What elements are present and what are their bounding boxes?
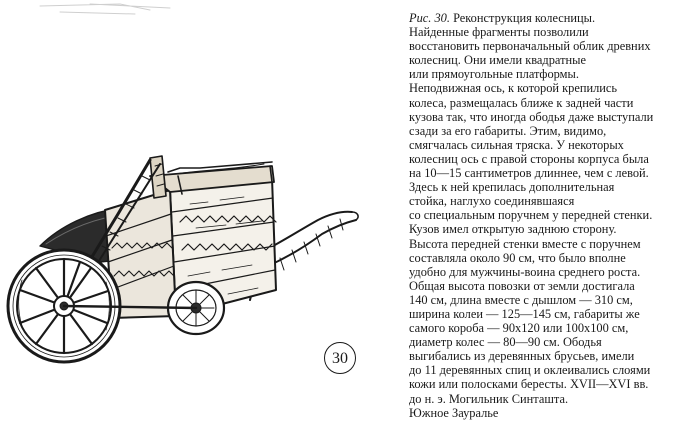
caption-line — [409, 11, 699, 25]
caption-line: колеса, размещалась ближе к задней части — [409, 95, 634, 110]
caption-text: Реконструкция колесницы. — [453, 11, 596, 25]
figure-caption — [409, 11, 699, 420]
caption-line: 140 см, длина вместе с дышлом — 310 см, — [409, 292, 633, 307]
caption-line: диаметр колес — 80—90 см. Ободья — [409, 335, 602, 350]
caption-line: составляла около 90 см, что было вполне — [409, 250, 626, 265]
caption-line: или прямоугольные платформы. — [409, 67, 579, 82]
caption-line: до н. э. Могильник Синташта. — [409, 391, 569, 406]
caption-line: ширина колеи — 125—145 см, габариты же — [409, 306, 640, 321]
figure-label: Рис. 30. — [409, 11, 450, 25]
caption-line: удобно для мужчины-воина среднего роста. — [409, 264, 641, 279]
caption-line: кожи или полосками бересты. XVII—XVI вв. — [409, 377, 649, 392]
caption-line: со специальным поручнем у передней стенки. — [409, 208, 653, 223]
caption-line: самого короба — 90х120 или 100х100 см, — [409, 321, 629, 336]
caption-line: смягчалась сильная тряска. У некоторых — [409, 137, 624, 152]
caption-line: кузова так, что иногда ободья даже выступали — [409, 109, 654, 124]
caption-line: сзади за его габариты. Этим, видимо, — [409, 123, 607, 138]
caption-line: Кузов имел открытую заднюю сторону. — [409, 222, 617, 237]
caption-line: колесниц. Они имели квадратные — [409, 53, 586, 68]
caption-line: Общая высота повозки от земли достигала — [409, 278, 635, 293]
caption-line: колесниц ось с правой стороны корпуса была — [409, 151, 649, 166]
caption-line: восстановить первоначальный облик древних — [409, 39, 651, 54]
caption-line: стойка, наглухо соединявшаяся — [409, 194, 575, 209]
caption-line: Найденные фрагменты позволили — [409, 25, 589, 40]
caption-line: выгибались из деревянных брусьев, имели — [409, 349, 635, 364]
caption-line: Неподвижная ось, к которой крепились — [409, 81, 618, 96]
caption-line: Здесь к ней крепилась дополнительная — [409, 180, 615, 195]
background-scribble — [40, 4, 170, 14]
caption-line: до 11 деревянных спиц и оклеивались слоями — [409, 363, 651, 378]
figure-number-badge: 30 — [324, 342, 356, 374]
caption-line: Высота передней стенки вместе с поручнем — [409, 236, 641, 251]
caption-line: Южное Зауралье — [409, 405, 499, 420]
caption-line: на 10—15 сантиметров длиннее, чем с левой. — [409, 166, 649, 181]
